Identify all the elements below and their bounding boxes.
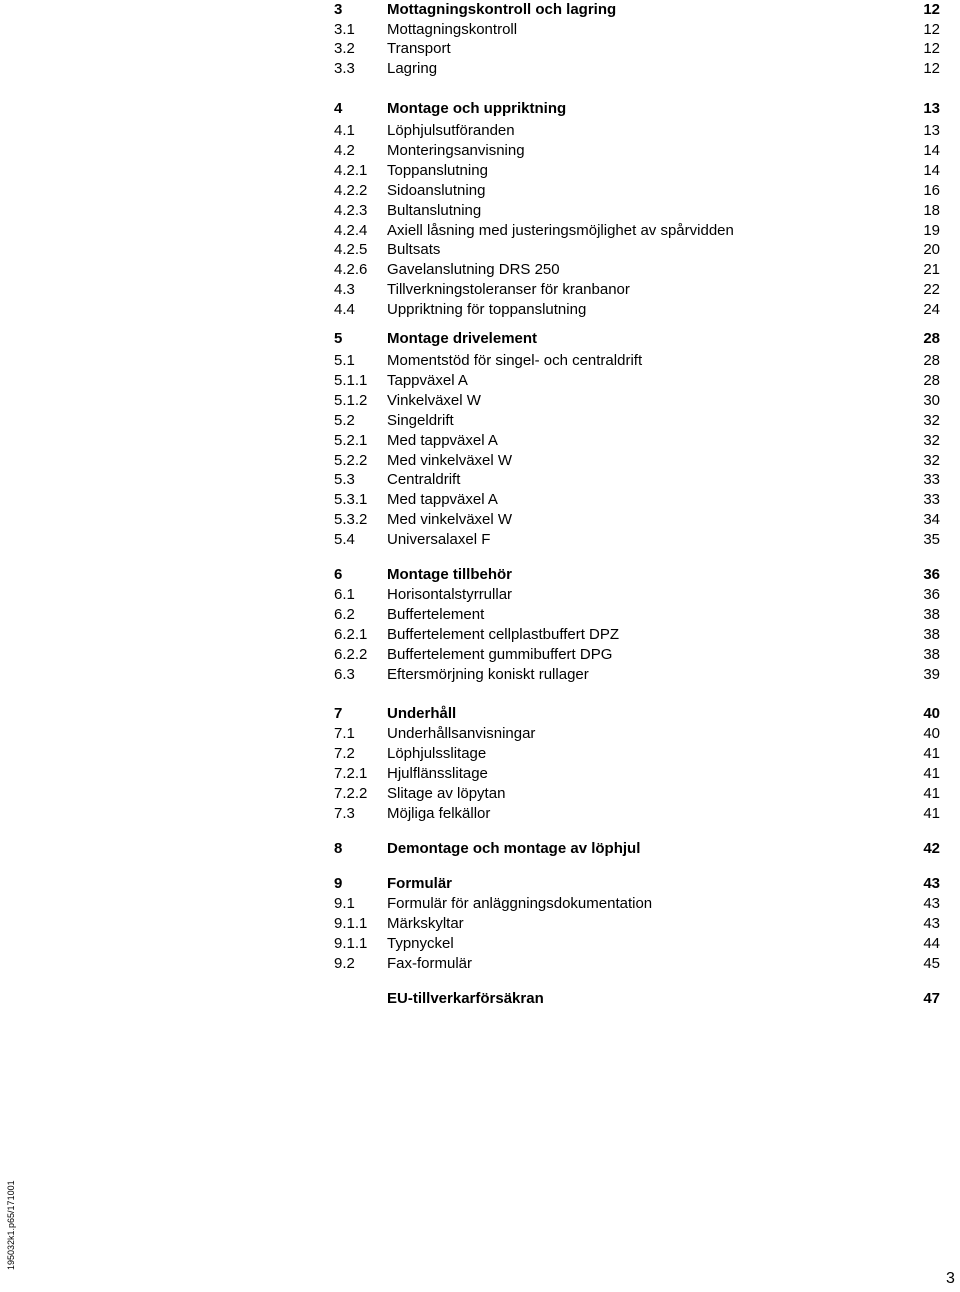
toc-entry [0,121,960,141]
toc-page: 20 [923,241,940,258]
toc-title: Tillverkningstoleranser för kranbanor [387,281,630,298]
toc-number: 3.1 [334,21,355,38]
toc-heading [0,989,960,1009]
toc-number: 5.3 [334,471,355,488]
toc-title: Montage och uppriktning [387,100,567,117]
toc-title: Slitage av löpytan [387,785,506,802]
toc-entry [0,954,960,974]
toc-heading [0,0,960,20]
toc-title: Horisontalstyrrullar [387,586,513,603]
toc-page: 44 [923,935,940,952]
toc-number: 3 [334,1,343,18]
toc-number: 4 [334,100,343,117]
toc-number: 6 [334,566,343,583]
toc-number: 5.3.1 [334,491,368,508]
toc-page: 43 [923,895,940,912]
toc-entry [0,20,960,40]
toc-page: 12 [923,40,940,57]
toc-entry [0,221,960,241]
toc-title: Montage drivelement [387,330,538,347]
toc-title: Demontage och montage av löphjul [387,840,641,857]
toc-page: 28 [923,330,940,347]
toc-title: EU-tillverkarförsäkran [387,990,544,1007]
toc-page: 21 [923,261,940,278]
toc-title: Underhållsanvisningar [387,725,536,742]
toc-number: 6.2.1 [334,626,368,643]
toc-page: 28 [923,352,940,369]
toc-page: 41 [923,745,940,762]
toc-number: 5.2.1 [334,432,368,449]
toc-title: Mottagningskontroll och lagring [387,1,617,18]
toc-title: Buffertelement cellplastbuffert DPZ [387,626,620,643]
toc-number: 5.1.1 [334,372,368,389]
toc-number: 9 [334,875,343,892]
toc-page: 32 [923,412,940,429]
toc-entry [0,141,960,161]
toc-number: 7 [334,705,343,722]
toc-title: Löphjulsslitage [387,745,487,762]
toc-page: 43 [923,875,940,892]
page-number: 3 [946,1270,955,1287]
toc-entry [0,391,960,411]
toc-title: Eftersmörjning koniskt rullager [387,666,589,683]
toc-entry [0,914,960,934]
toc-entry [0,625,960,645]
toc-entry [0,240,960,260]
toc-title: Singeldrift [387,412,454,429]
toc-number: 6.2.2 [334,646,368,663]
toc-number: 9.1 [334,895,355,912]
toc-page: 39 [923,666,940,683]
toc-title: Bultanslutning [387,202,482,219]
toc-entry [0,724,960,744]
toc-number: 5.1 [334,352,355,369]
toc-page: 40 [923,725,940,742]
toc-title: Underhåll [387,705,457,722]
toc-page: 19 [923,222,940,239]
toc-number: 6.2 [334,606,355,623]
toc-number: 4.2.1 [334,162,368,179]
toc-title: Transport [387,40,451,57]
toc-page: 24 [923,301,940,318]
toc-entry [0,645,960,665]
toc-number: 6.3 [334,666,355,683]
toc-entry [0,161,960,181]
toc-title: Med tappväxel A [387,432,498,449]
toc-entry [0,260,960,280]
toc-number: 6.1 [334,586,355,603]
toc-number: 4.2.2 [334,182,368,199]
toc-title: Axiell låsning med justeringsmöjlighet av spårvidden [387,222,734,239]
toc-page: 32 [923,452,940,469]
toc-title: Gavelanslutning DRS 250 [387,261,560,278]
toc-title: Fax-formulär [387,955,473,972]
toc-number: 5 [334,330,343,347]
toc-entry [0,784,960,804]
toc-page: 36 [923,566,940,583]
toc-page: 41 [923,805,940,822]
toc-title: Universalaxel F [387,531,491,548]
toc-title: Med tappväxel A [387,491,498,508]
toc-entry [0,59,960,79]
toc-number: 4.2.3 [334,202,368,219]
toc-heading [0,565,960,585]
toc-entry [0,39,960,59]
toc-heading [0,839,960,859]
toc-number: 3.3 [334,60,355,77]
toc-title: Buffertelement [387,606,485,623]
toc-page: 35 [923,531,940,548]
toc-title: Märkskyltar [387,915,464,932]
toc-entry [0,431,960,451]
toc-entry [0,470,960,490]
toc-title: Formulär för anläggningsdokumentation [387,895,653,912]
toc-page: 38 [923,626,940,643]
toc-page: 32 [923,432,940,449]
toc-page: 14 [923,142,940,159]
toc-entry [0,764,960,784]
toc-number: 7.2 [334,745,355,762]
toc-number: 4.2.4 [334,222,368,239]
toc-page: 34 [923,511,940,528]
toc-page: 16 [923,182,940,199]
toc-page: 33 [923,471,940,488]
toc-title: Monteringsanvisning [387,142,525,159]
toc-page: 40 [923,705,940,722]
toc-page: 38 [923,606,940,623]
toc-entry [0,181,960,201]
toc-number: 4.4 [334,301,355,318]
toc-entry [0,744,960,764]
toc-title: Möjliga felkällor [387,805,491,822]
toc-page: 38 [923,646,940,663]
toc-number: 7.3 [334,805,355,822]
toc-number: 7.1 [334,725,355,742]
toc-heading [0,99,960,119]
toc-page: 28 [923,372,940,389]
toc-page: 30 [923,392,940,409]
toc-number: 5.1.2 [334,392,368,409]
toc-number: 7.2.2 [334,785,368,802]
toc-title: Löphjulsutföranden [387,122,515,139]
toc-number: 5.2.2 [334,452,368,469]
toc-entry [0,934,960,954]
toc-entry [0,351,960,371]
toc-page: 41 [923,785,940,802]
toc-title: Bultsats [387,241,441,258]
toc-number: 9.1.1 [334,915,368,932]
toc-entry [0,280,960,300]
file-code: 195032k1.p65/171001 [6,1180,16,1270]
toc-number: 4.3 [334,281,355,298]
toc-title: Centraldrift [387,471,461,488]
toc-number: 9.2 [334,955,355,972]
toc-title: Momentstöd för singel- och centraldrift [387,352,643,369]
toc-title: Vinkelväxel W [387,392,481,409]
toc-number: 3.2 [334,40,355,57]
toc-page: 42 [923,840,940,857]
toc-entry [0,804,960,824]
toc-title: Montage tillbehör [387,566,512,583]
toc-heading [0,329,960,349]
toc-number: 8 [334,840,343,857]
toc-entry [0,300,960,320]
toc-title: Lagring [387,60,438,77]
toc-entry [0,451,960,471]
toc-title: Uppriktning för toppanslutning [387,301,587,318]
toc-page: 22 [923,281,940,298]
toc-title: Sidoanslutning [387,182,486,199]
toc-entry [0,371,960,391]
toc-entry [0,530,960,550]
toc-page: 45 [923,955,940,972]
toc-page: 14 [923,162,940,179]
toc-title: Formulär [387,875,453,892]
toc-title: Hjulflänsslitage [387,765,488,782]
toc-page: 33 [923,491,940,508]
toc-number: 4.2 [334,142,355,159]
toc-title: Typnyckel [387,935,454,952]
toc-title: Med vinkelväxel W [387,452,513,469]
toc-title: Buffertelement gummibuffert DPG [387,646,613,663]
toc-page: 12 [923,21,940,38]
toc-number: 9.1.1 [334,935,368,952]
toc-entry [0,510,960,530]
toc-entry [0,490,960,510]
toc-title: Toppanslutning [387,162,488,179]
toc-entry [0,201,960,221]
toc-page: 12 [923,1,940,18]
toc-number: 7.2.1 [334,765,368,782]
toc-page: 13 [923,122,940,139]
toc-page: 18 [923,202,940,219]
toc-number: 4.2.6 [334,261,368,278]
toc-number: 5.2 [334,412,355,429]
toc-entry [0,894,960,914]
toc-entry [0,605,960,625]
toc-page: 13 [923,100,940,117]
toc-entry [0,585,960,605]
toc-page: 43 [923,915,940,932]
toc-entry [0,411,960,431]
toc-number: 5.4 [334,531,355,548]
toc-page: 36 [923,586,940,603]
toc-title: Med vinkelväxel W [387,511,513,528]
toc-number: 5.3.2 [334,511,368,528]
toc-page: 12 [923,60,940,77]
toc-number: 4.1 [334,122,355,139]
toc-number: 4.2.5 [334,241,368,258]
toc-entry [0,665,960,685]
toc-heading [0,704,960,724]
toc-page: 41 [923,765,940,782]
toc-heading [0,874,960,894]
toc-title: Tappväxel A [387,372,468,389]
toc-page: 47 [923,990,940,1007]
toc-title: Mottagningskontroll [387,21,518,38]
